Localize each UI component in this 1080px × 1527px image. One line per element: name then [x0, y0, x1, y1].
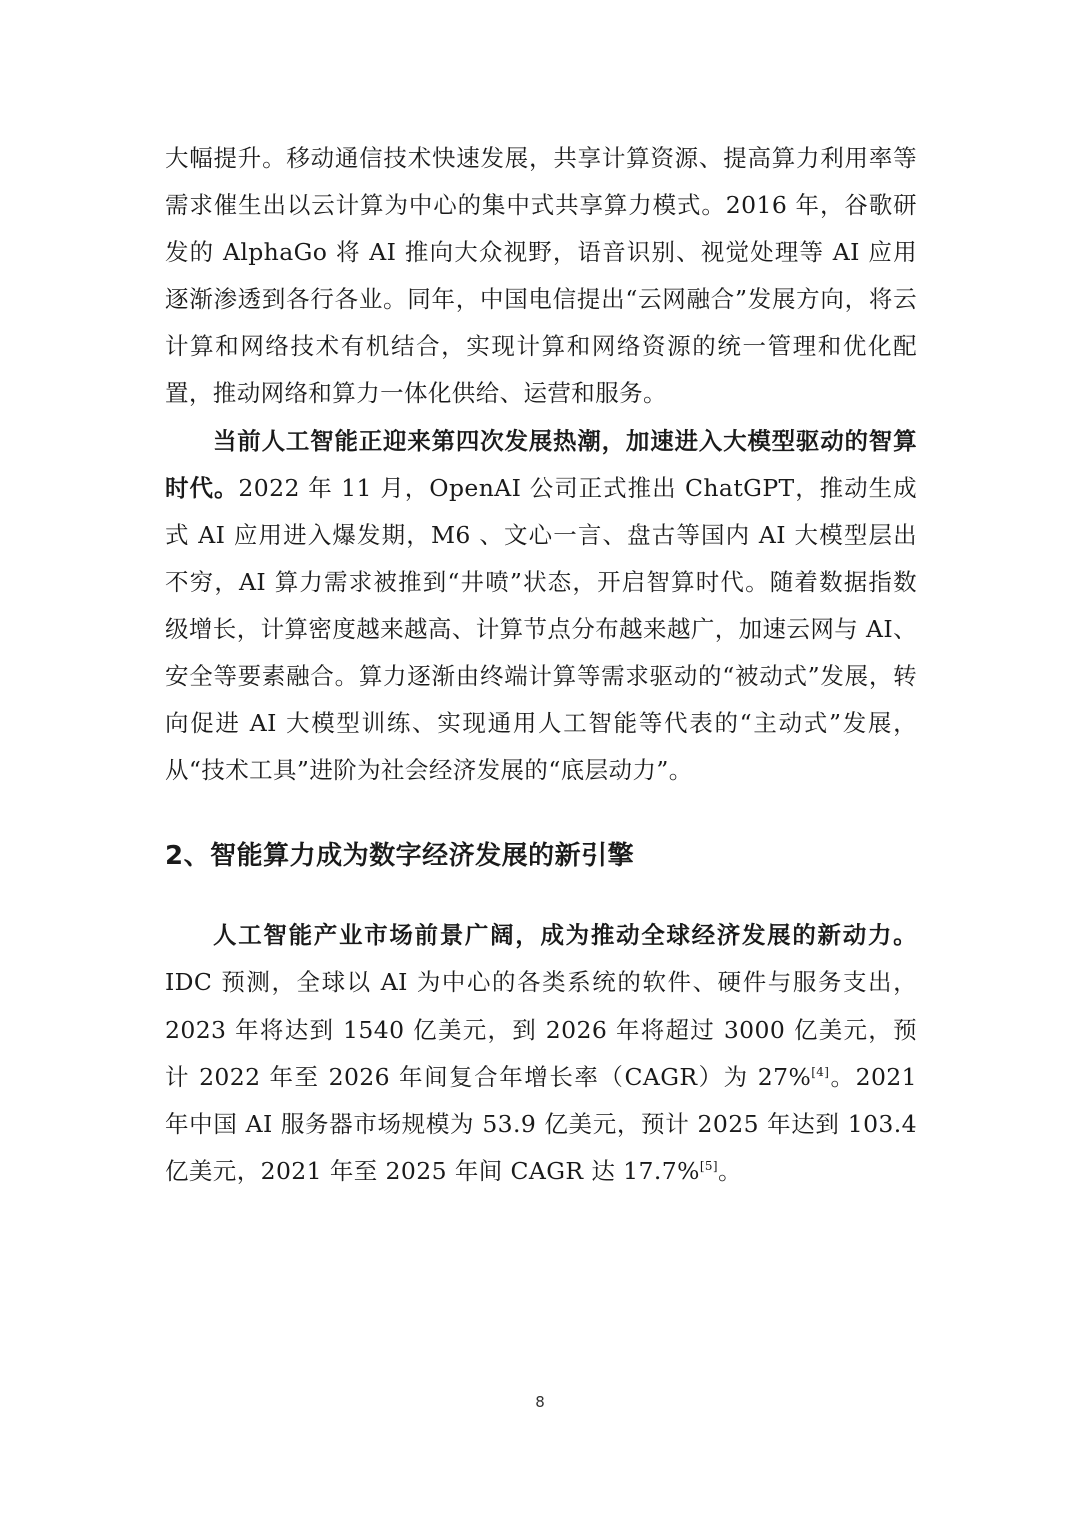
reference-marker-4: [4]	[811, 1064, 830, 1079]
reference-marker-5: [5]	[699, 1158, 719, 1173]
paragraph-3-text-c: 。	[718, 1156, 742, 1185]
paragraph-1-text: 大幅提升。移动通信技术快速发展，共享计算资源、提高算力利用率等需求催生出以云计算为中心的集中式共享算力模式。2016 年，谷歌研发的 AlphaGo 将 AI 推向大众视野，语音识别、视觉处理等 AI 应用逐渐渗透到各行各业。同年，中国电信提出“云网融合”发展方向，将云计算和网络技术有机结合，实现计算和网络资源的统一管理和优化配置，推动网络和算力一体化供给、运营和服务。	[165, 144, 917, 408]
paragraph-2-lead: 当前人工智能正迎来第四次发展热潮，加速进入大模型驱动的智算时代。	[165, 426, 917, 502]
body-paragraph-1	[165, 135, 917, 418]
paragraph-3-lead: 人工智能产业市场前景广阔，成为推动全球经济发展的新动力。	[213, 921, 917, 950]
body-paragraph-3	[165, 912, 917, 1195]
paragraph-3-text-a: IDC 预测，全球以 AI 为中心的各类系统的软件、硬件与服务支出，2023 年将达到 1540 亿美元，到 2026 年将超过 3000 亿美元，预计 2022 年至 2026 年间复合年增长率（CAGR）为 27%	[165, 968, 917, 1091]
paragraph-2-text: 2022 年 11 月，OpenAI 公司正式推出 ChatGPT，推动生成式 AI 应用进入爆发期，M6 、文心一言、盘古等国内 AI 大模型层出不穷，AI 算力需求被推到“井喷”状态，开启智算时代。随着数据指数级增长，计算密度越来越高、计算节点分布越来越广，加速云网与 AI、安全等要素融合。算力逐渐由终端计算等需求驱动的“被动式”发展，转向促进 AI 大模型训练、实现通用人工智能等代表的“主动式”发展，从“技术工具”进阶为社会经济发展的“底层动力”。	[165, 473, 917, 785]
document-page	[165, 135, 917, 1195]
section-heading: 2、智能算力成为数字经济发展的新引擎	[165, 841, 635, 872]
body-paragraph-2	[165, 418, 917, 795]
paragraph-3-text-b: 。2021 年中国 AI 服务器市场规模为 53.9 亿美元，预计 2025 年达到 103.4 亿美元，2021 年至 2025 年间 CAGR 达 17.7%	[165, 1062, 917, 1185]
page-number: 8	[535, 1393, 545, 1411]
